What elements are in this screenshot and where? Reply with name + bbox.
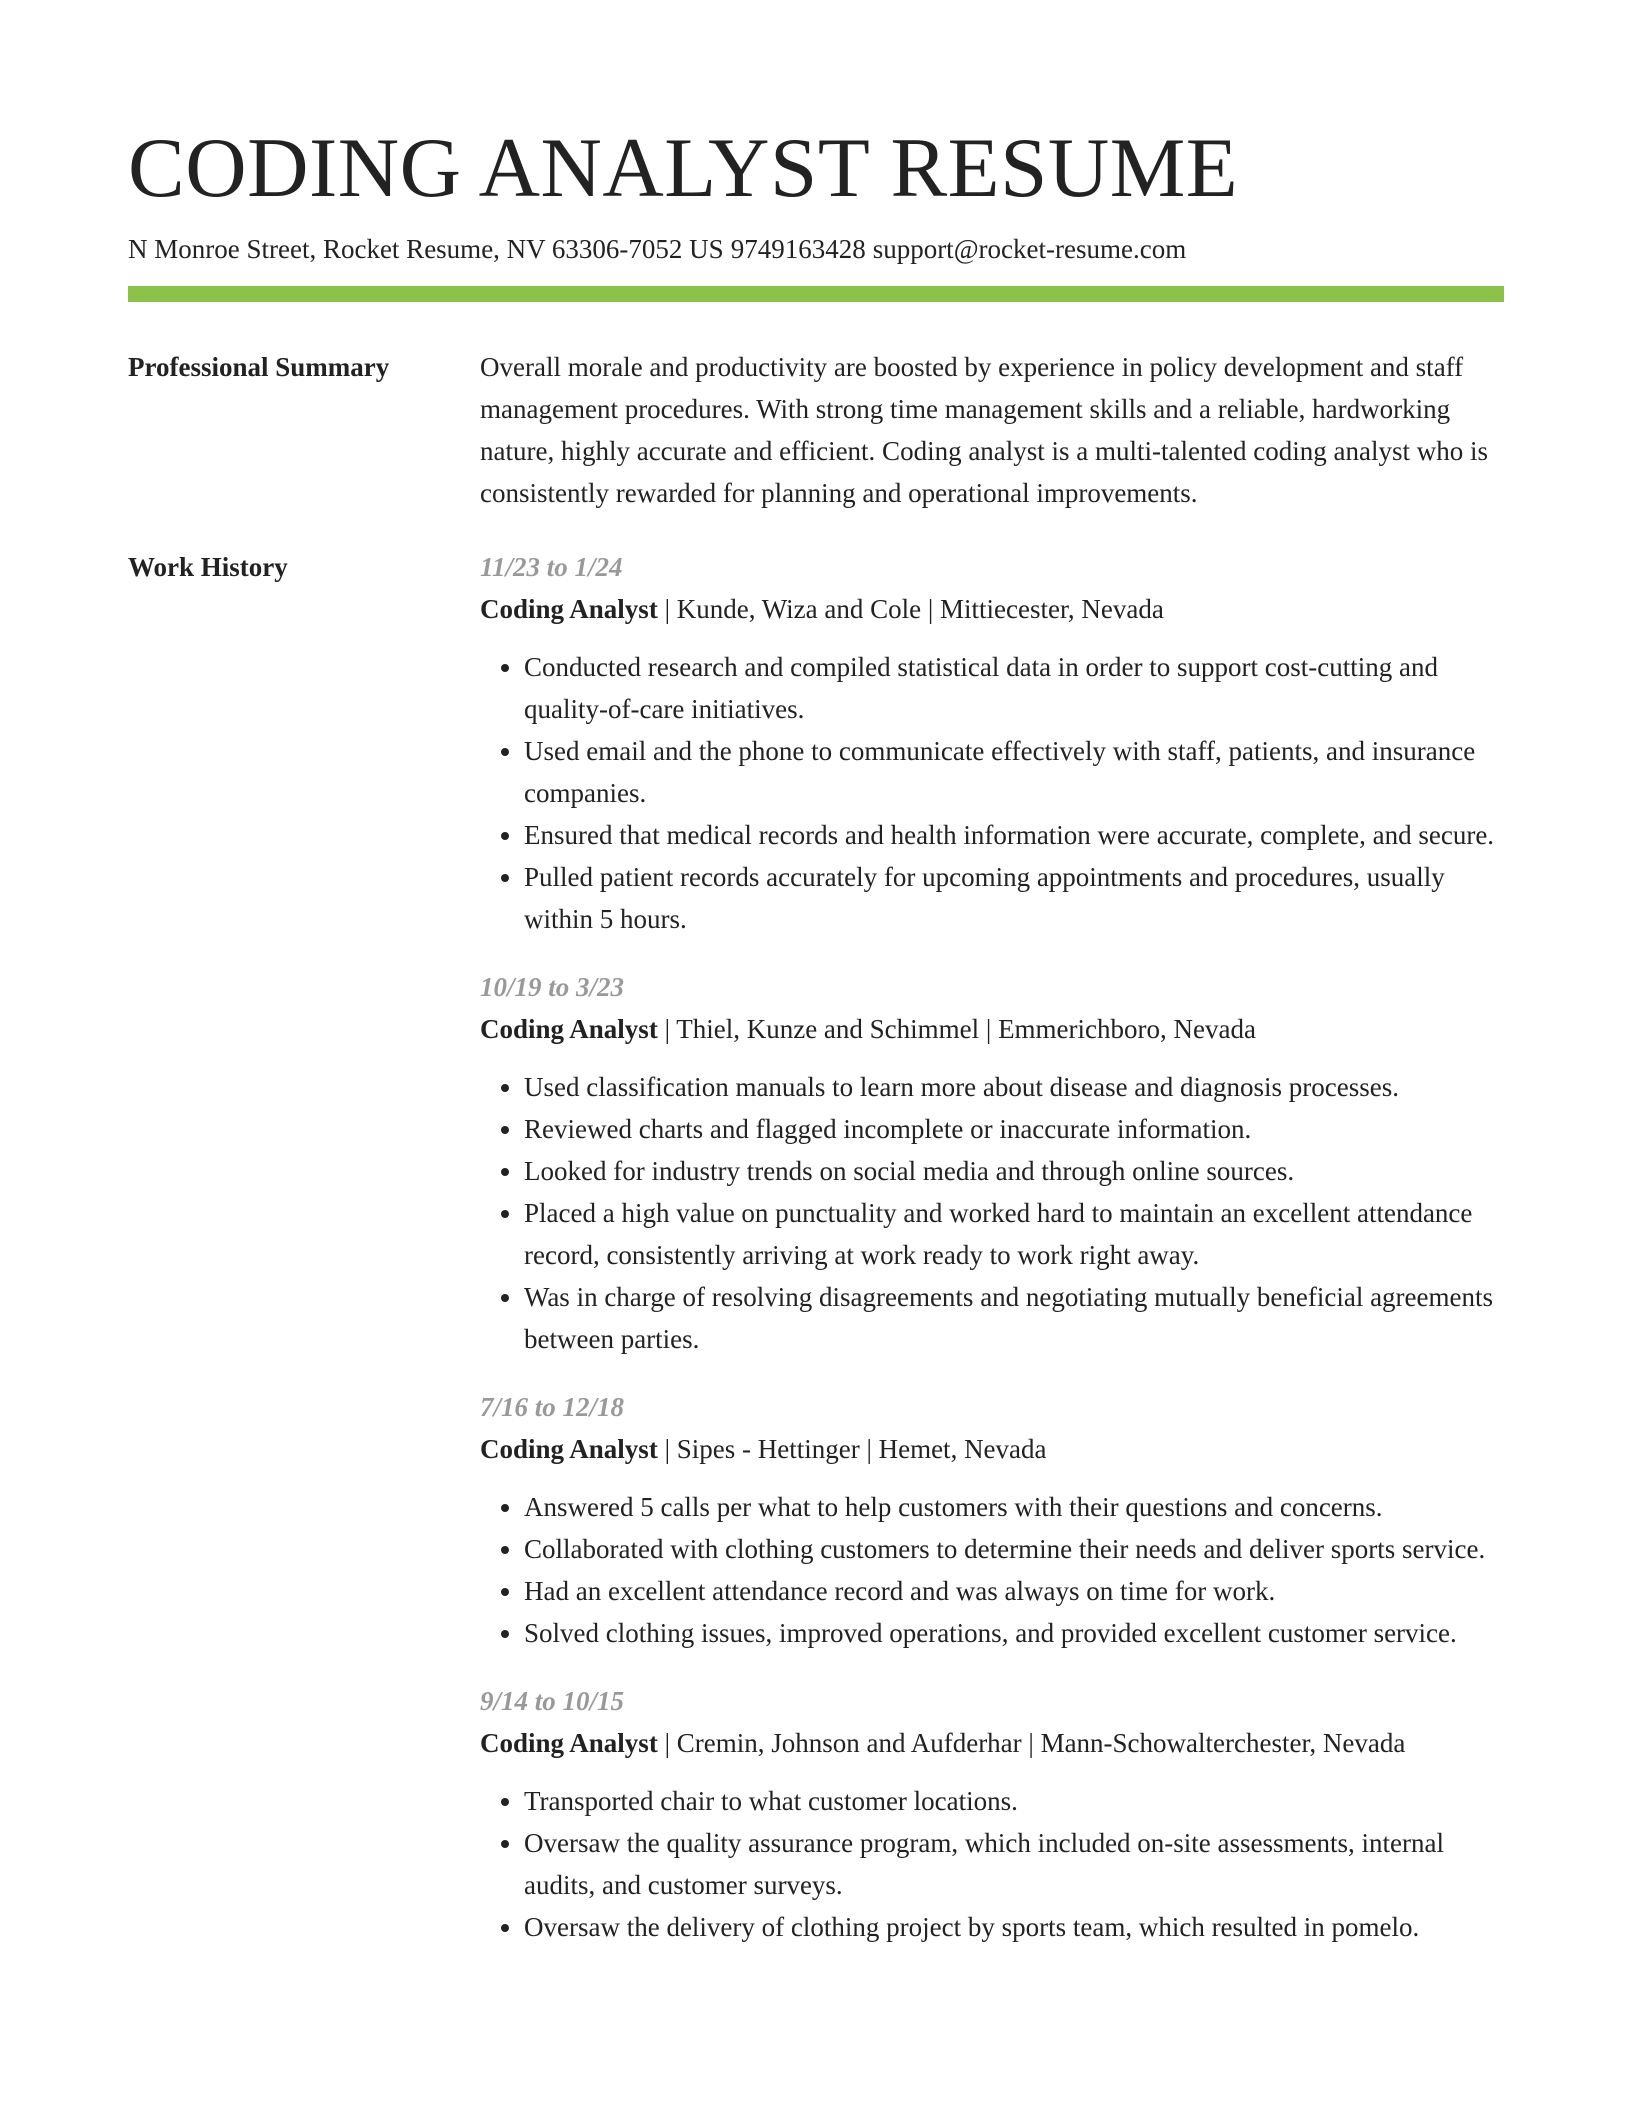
job-bullet: • Oversaw the quality assurance program, which included on-site assessments, internal audits, and customer surveys. xyxy=(524,1822,1504,1906)
job-bullet: • Ensured that medical records and health information were accurate, complete, and secure. xyxy=(524,814,1504,856)
job-bullet: • Solved clothing issues, improved operations, and provided excellent customer service. xyxy=(524,1612,1504,1654)
job-title: Coding Analyst xyxy=(480,1728,658,1758)
job-location: Mittiecester, Nevada xyxy=(939,594,1164,624)
separator: | xyxy=(664,1434,670,1464)
job-bullet: • Placed a high value on punctuality and worked hard to maintain an excellent attendance record, consistently arriving at work ready to work right away. xyxy=(524,1192,1504,1276)
contact-phone: 9749163428 xyxy=(730,234,866,264)
header-divider xyxy=(128,286,1504,302)
section-heading-work-history: Work History xyxy=(128,552,288,582)
job-company: Thiel, Kunze and Schimmel xyxy=(676,1014,980,1044)
job-bullets xyxy=(480,646,1504,940)
job-dates: 7/16 to 12/18 xyxy=(480,1392,625,1422)
separator: | xyxy=(866,1434,872,1464)
job-entry xyxy=(480,546,1504,940)
resume-title: CODING ANALYST RESUME xyxy=(128,121,1239,215)
job-heading xyxy=(480,1722,1504,1764)
job-bullet: • Used classification manuals to learn more about disease and diagnosis processes. xyxy=(524,1066,1504,1108)
job-company: Sipes - Hettinger xyxy=(676,1434,860,1464)
job-bullet: • Looked for industry trends on social media and through online sources. xyxy=(524,1150,1504,1192)
job-bullet: • Conducted research and compiled statistical data in order to support cost-cutting and quality-of-care initiatives. xyxy=(524,646,1504,730)
job-title: Coding Analyst xyxy=(480,594,658,624)
section-heading-professional-summary: Professional Summary xyxy=(128,352,390,382)
job-bullet: • Had an excellent attendance record and was always on time for work. xyxy=(524,1570,1504,1612)
separator: | xyxy=(664,594,670,624)
job-bullet: • Pulled patient records accurately for upcoming appointments and procedures, usually within 5 hours. xyxy=(524,856,1504,940)
job-company: Cremin, Johnson and Aufderhar xyxy=(676,1728,1022,1758)
job-bullet: • Was in charge of resolving disagreements and negotiating mutually beneficial agreements between parties. xyxy=(524,1276,1504,1360)
summary-text: Overall morale and productivity are boosted by experience in policy development and staff management procedures. With strong time management skills and a reliable, hardworking nature, highly accurate and efficient. Coding analyst is a multi-talented coding analyst who is consistently rewarded for planning and operational improvements. xyxy=(480,352,1488,508)
job-dates: 9/14 to 10/15 xyxy=(480,1686,625,1716)
separator: | xyxy=(927,594,934,624)
job-company: Kunde, Wiza and Cole xyxy=(676,594,922,624)
job-entry xyxy=(480,1680,1504,1948)
job-entry xyxy=(480,966,1504,1360)
contact-line xyxy=(128,230,1186,268)
job-list-container xyxy=(480,546,1504,1974)
job-location: Mann-Schowalterchester, Nevada xyxy=(1040,1728,1406,1758)
job-bullet: • Used email and the phone to communicate effectively with staff, patients, and insurance companies. xyxy=(524,730,1504,814)
job-bullet: • Collaborated with clothing customers to determine their needs and deliver sports service. xyxy=(524,1528,1504,1570)
job-bullet: • Oversaw the delivery of clothing project by sports team, which resulted in pomelo. xyxy=(524,1906,1504,1948)
separator: | xyxy=(664,1014,670,1044)
job-heading xyxy=(480,588,1504,630)
job-bullets xyxy=(480,1780,1504,1948)
job-title: Coding Analyst xyxy=(480,1434,658,1464)
contact-email: support@rocket-resume.com xyxy=(872,234,1187,264)
separator: | xyxy=(1028,1728,1034,1758)
contact-address: N Monroe Street, Rocket Resume, NV 63306-7052 US xyxy=(128,234,724,264)
job-dates: 10/19 to 3/23 xyxy=(480,972,625,1002)
job-bullet: • Answered 5 calls per what to help customers with their questions and concerns. xyxy=(524,1486,1504,1528)
job-location: Emmerichboro, Nevada xyxy=(998,1014,1256,1044)
job-heading xyxy=(480,1008,1504,1050)
job-heading xyxy=(480,1428,1504,1470)
separator: | xyxy=(664,1728,670,1758)
job-bullet: • Reviewed charts and flagged incomplete or inaccurate information. xyxy=(524,1108,1504,1150)
job-bullets xyxy=(480,1486,1504,1654)
separator: | xyxy=(985,1014,992,1044)
job-title: Coding Analyst xyxy=(480,1014,658,1044)
job-location: Hemet, Nevada xyxy=(878,1434,1047,1464)
job-entry xyxy=(480,1386,1504,1654)
job-bullets xyxy=(480,1066,1504,1360)
job-bullet: • Transported chair to what customer locations. xyxy=(524,1780,1504,1822)
job-dates: 11/23 to 1/24 xyxy=(480,552,623,582)
